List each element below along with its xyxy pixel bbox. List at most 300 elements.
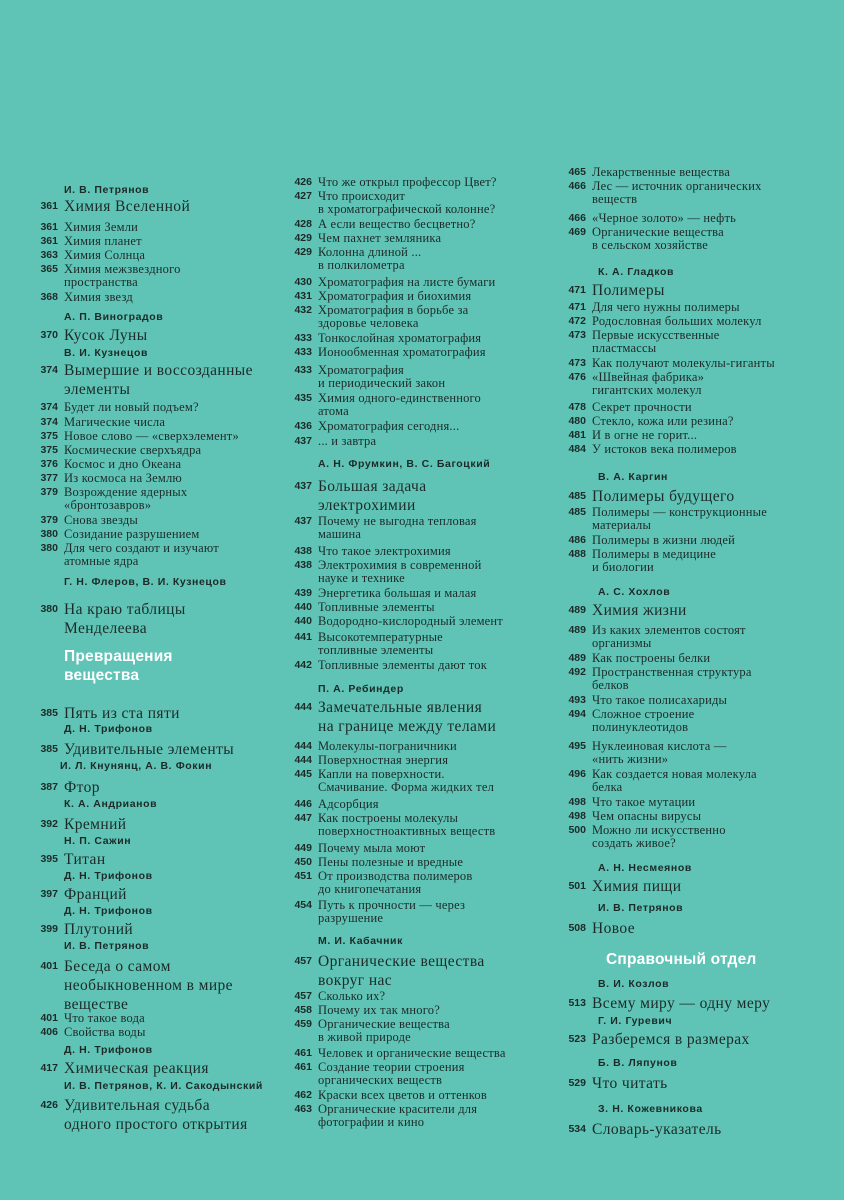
entry-title: Пять из ста пяти xyxy=(64,705,180,722)
toc-subentry xyxy=(558,401,840,414)
toc-subentry xyxy=(284,754,556,767)
entry-title: Стекло, кожа или резина? xyxy=(592,414,734,428)
entry-title: Молекулы-пограничники xyxy=(318,739,457,753)
entry-title: От производства полимеров до книгопечатания xyxy=(318,869,473,896)
entry-title: Полимеры в медицине и биологии xyxy=(592,547,717,574)
entry-title: ... и завтра xyxy=(318,434,377,448)
section-heading: Превращения вещества xyxy=(64,648,173,684)
toc-subentry xyxy=(284,587,556,600)
entry-title: Плутоний xyxy=(64,921,134,938)
toc-article-entry xyxy=(30,957,280,1014)
entry-title: Кремний xyxy=(64,816,127,833)
page-number: 485 xyxy=(568,506,586,518)
entry-title: Органические вещества в сельском хозяйстве xyxy=(592,225,724,252)
page-number: 374 xyxy=(40,401,58,413)
toc-subentry xyxy=(30,514,280,527)
toc-subentry xyxy=(558,824,840,850)
entry-title: Новое слово — «сверхэлемент» xyxy=(64,429,239,443)
page-number: 481 xyxy=(568,429,586,441)
entry-title: Титан xyxy=(64,851,106,868)
page-number: 430 xyxy=(294,276,312,288)
toc-subentry xyxy=(284,899,556,925)
entry-title: Чем опасны вирусы xyxy=(592,809,702,823)
toc-article-entry xyxy=(558,601,840,620)
toc-subentry xyxy=(284,332,556,345)
entry-title: Химия планет xyxy=(64,234,142,248)
page-number: 457 xyxy=(294,955,312,967)
entry-title: Пространственная структура белков xyxy=(592,665,752,692)
page-number: 488 xyxy=(568,548,586,560)
entry-title: Лекарственные вещества xyxy=(592,165,731,179)
toc-article-entry xyxy=(30,1096,280,1134)
toc-subentry xyxy=(284,631,556,657)
entry-title: Космос и дно Океана xyxy=(64,457,182,471)
toc-subentry xyxy=(558,796,840,809)
entry-title: И в огне не горит... xyxy=(592,428,698,442)
toc-subentry xyxy=(558,443,840,456)
toc-article-entry xyxy=(558,281,840,300)
entry-title: А если вещество бесцветно? xyxy=(318,217,476,231)
author-name: А. П. Виноградов xyxy=(64,311,164,323)
author-name: Н. П. Сажин xyxy=(64,835,132,847)
toc-article-entry xyxy=(30,600,280,638)
toc-subentry xyxy=(284,812,556,838)
toc-article-entry xyxy=(30,850,280,869)
page-number: 395 xyxy=(40,853,58,865)
page-number: 461 xyxy=(294,1047,312,1059)
entry-title: Химия межзвездного пространства xyxy=(64,262,181,289)
entry-title: Кусок Луны xyxy=(64,327,148,344)
toc-subentry xyxy=(558,708,840,734)
entry-title: Для чего нужны полимеры xyxy=(592,300,740,314)
page-number: 375 xyxy=(40,444,58,456)
author-name: Д. Н. Трифонов xyxy=(64,723,153,735)
entry-title: Топливные элементы дают ток xyxy=(318,658,487,672)
page-number: 508 xyxy=(568,922,586,934)
page-number: 493 xyxy=(568,694,586,706)
author-name: Д. Н. Трифонов xyxy=(64,870,153,882)
page-number: 459 xyxy=(294,1018,312,1030)
entry-title: Всему миру — одну меру xyxy=(592,995,771,1012)
page-number: 401 xyxy=(40,960,58,972)
toc-subentry xyxy=(284,246,556,272)
entry-title: Колонна длиной ... в полкилометра xyxy=(318,245,422,272)
page-number: 523 xyxy=(568,1033,586,1045)
entry-title: Беседа о самом необыкновенном в мире веществе xyxy=(64,958,233,1013)
entry-title: Почему мыла моют xyxy=(318,841,426,855)
page-number: 446 xyxy=(294,798,312,810)
page-number: 442 xyxy=(294,659,312,671)
page-number: 370 xyxy=(40,329,58,341)
toc-subentry xyxy=(30,458,280,471)
page-number: 439 xyxy=(294,587,312,599)
page-number: 426 xyxy=(294,176,312,188)
toc-subentry xyxy=(558,415,840,428)
entry-title: Хроматография на листе бумаги xyxy=(318,275,496,289)
toc-subentry xyxy=(284,1103,556,1129)
entry-title: Химия Вселенной xyxy=(64,198,191,215)
page-number: 429 xyxy=(294,232,312,244)
toc-article-entry xyxy=(284,477,556,515)
toc-subentry xyxy=(284,990,556,1003)
entry-title: Чем пахнет земляника xyxy=(318,231,442,245)
toc-subentry xyxy=(284,1061,556,1087)
entry-title: Топливные элементы xyxy=(318,600,435,614)
entry-title: Что такое полисахариды xyxy=(592,693,728,707)
page-number: 444 xyxy=(294,740,312,752)
toc-subentry xyxy=(284,435,556,448)
toc-subentry xyxy=(558,548,840,574)
entry-title: Как построены молекулы поверхностноактивных веществ xyxy=(318,811,496,838)
author-name: А. Н. Несмеянов xyxy=(598,862,692,874)
page-number: 438 xyxy=(294,559,312,571)
toc-subentry xyxy=(30,401,280,414)
entry-title: Полимеры xyxy=(592,282,665,299)
page-number: 431 xyxy=(294,290,312,302)
entry-title: Ионообменная хроматография xyxy=(318,345,486,359)
entry-title: Космические сверхъядра xyxy=(64,443,202,457)
page-number: 451 xyxy=(294,870,312,882)
toc-subentry xyxy=(558,357,840,370)
toc-subentry xyxy=(30,444,280,457)
page-number: 387 xyxy=(40,781,58,793)
page-number: 461 xyxy=(294,1061,312,1073)
page-number: 406 xyxy=(40,1026,58,1038)
entry-title: Хроматография в борьбе за здоровье человека xyxy=(318,303,469,330)
entry-title: Химия жизни xyxy=(592,602,687,619)
toc-subentry xyxy=(284,1004,556,1017)
toc-subentry xyxy=(284,420,556,433)
entry-title: Человек и органические вещества xyxy=(318,1046,506,1060)
author-name: В. А. Каргин xyxy=(598,471,668,483)
page-number: 492 xyxy=(568,666,586,678)
entry-title: Химия пищи xyxy=(592,878,682,895)
toc-subentry xyxy=(558,768,840,794)
entry-title: Сложное строение полинуклеотидов xyxy=(592,707,695,734)
page-number: 433 xyxy=(294,332,312,344)
author-name: З. Н. Кожевникова xyxy=(598,1103,703,1115)
page-number: 500 xyxy=(568,824,586,836)
toc-article-entry xyxy=(30,885,280,904)
page-number: 436 xyxy=(294,420,312,432)
author-name: Г. Н. Флеров, В. И. Кузнецов xyxy=(64,576,227,588)
toc-subentry xyxy=(284,190,556,216)
page-number: 392 xyxy=(40,818,58,830)
entry-title: Краски всех цветов и оттенков xyxy=(318,1088,487,1102)
toc-subentry xyxy=(30,416,280,429)
toc-subentry xyxy=(558,534,840,547)
page-number: 385 xyxy=(40,707,58,719)
entry-title: Нуклеиновая кислота — «нить жизни» xyxy=(592,739,727,766)
page-number: 428 xyxy=(294,218,312,230)
toc-subentry xyxy=(30,249,280,262)
entry-title: Из каких элементов состоят организмы xyxy=(592,623,746,650)
author-name: И. В. Петрянов xyxy=(64,940,150,952)
author-name: К. А. Андрианов xyxy=(64,798,158,810)
author-name: И. Л. Кнунянц, А. В. Фокин xyxy=(60,760,213,772)
page-number: 469 xyxy=(568,226,586,238)
entry-title: Высокотемпературные топливные элементы xyxy=(318,630,443,657)
page-number: 375 xyxy=(40,430,58,442)
entry-title: Возрождение ядерных «бронтозавров» xyxy=(64,485,188,512)
entry-title: Химия одного-единственного атома xyxy=(318,391,482,418)
entry-title: Почему их так много? xyxy=(318,1003,440,1017)
page-number: 484 xyxy=(568,443,586,455)
page-number: 377 xyxy=(40,472,58,484)
toc-subentry xyxy=(30,1012,280,1025)
author-name: Г. И. Гуревич xyxy=(598,1015,673,1027)
page-number: 437 xyxy=(294,480,312,492)
toc-subentry xyxy=(558,315,840,328)
page-number: 496 xyxy=(568,768,586,780)
page-number: 432 xyxy=(294,304,312,316)
toc-subentry xyxy=(558,666,840,692)
toc-article-entry xyxy=(558,919,840,938)
page-number: 376 xyxy=(40,458,58,470)
entry-title: Магические числа xyxy=(64,415,166,429)
page-number: 437 xyxy=(294,515,312,527)
entry-title: Большая задача электрохимии xyxy=(318,478,427,514)
entry-title: Химия Земли xyxy=(64,220,139,234)
entry-title: Поверхностная энергия xyxy=(318,753,449,767)
page-number: 426 xyxy=(40,1099,58,1111)
page-number: 458 xyxy=(294,1004,312,1016)
entry-title: Полимеры — конструкционные материалы xyxy=(592,505,767,532)
entry-title: Для чего создают и изучают атомные ядра xyxy=(64,541,219,568)
entry-title: Словарь-указатель xyxy=(592,1121,722,1138)
toc-article-entry xyxy=(30,778,280,797)
page-number: 374 xyxy=(40,364,58,376)
toc-subentry xyxy=(284,615,556,628)
page-number: 433 xyxy=(294,364,312,376)
page-number: 379 xyxy=(40,514,58,526)
page-number: 440 xyxy=(294,601,312,613)
page-number: 534 xyxy=(568,1123,586,1135)
toc-subentry xyxy=(284,856,556,869)
toc-subentry xyxy=(30,472,280,485)
entry-title: У истоков века полимеров xyxy=(592,442,737,456)
toc-subentry xyxy=(284,545,556,558)
entry-title: Секрет прочности xyxy=(592,400,692,414)
toc-article-entry xyxy=(30,1059,280,1078)
entry-title: «Швейная фабрика» гигантских молекул xyxy=(592,370,705,397)
author-name: Д. Н. Трифонов xyxy=(64,1044,153,1056)
page-number: 397 xyxy=(40,888,58,900)
author-name: В. И. Козлов xyxy=(598,978,670,990)
entry-title: Можно ли искусственно создать живое? xyxy=(592,823,726,850)
page-number: 427 xyxy=(294,190,312,202)
toc-subentry xyxy=(284,232,556,245)
page-number: 449 xyxy=(294,842,312,854)
toc-article-entry xyxy=(30,704,280,723)
toc-subentry xyxy=(558,212,840,225)
page-number: 463 xyxy=(294,1103,312,1115)
page-number: 444 xyxy=(294,754,312,766)
page-number: 399 xyxy=(40,923,58,935)
toc-subentry xyxy=(284,768,556,794)
entry-title: Что такое электрохимия xyxy=(318,544,451,558)
page-number: 380 xyxy=(40,603,58,615)
toc-subentry xyxy=(284,276,556,289)
entry-title: Что такое мутации xyxy=(592,795,696,809)
author-name: К. А. Гладков xyxy=(598,266,675,278)
page-number: 368 xyxy=(40,291,58,303)
toc-article-entry xyxy=(558,487,840,506)
toc-subentry xyxy=(558,301,840,314)
toc-subentry xyxy=(284,304,556,330)
entry-title: Как создается новая молекула белка xyxy=(592,767,757,794)
entry-title: Создание теории строения органических веществ xyxy=(318,1060,465,1087)
toc-article-entry xyxy=(558,994,840,1013)
entry-title: Из космоса на Землю xyxy=(64,471,182,485)
entry-title: Как получают молекулы-гиганты xyxy=(592,356,775,370)
entry-title: Что происходит в хроматографической колонне? xyxy=(318,189,496,216)
entry-title: Органические вещества вокруг нас xyxy=(318,953,485,989)
entry-title: Удивительная судьба одного простого открытия xyxy=(64,1097,248,1133)
toc-article-entry xyxy=(30,361,280,399)
entry-title: Замечательные явления на границе между телами xyxy=(318,699,497,735)
entry-title: Родословная больших молекул xyxy=(592,314,762,328)
page-number: 361 xyxy=(40,235,58,247)
page-number: 433 xyxy=(294,346,312,358)
page-number: 478 xyxy=(568,401,586,413)
page-number: 361 xyxy=(40,200,58,212)
page-number: 472 xyxy=(568,315,586,327)
toc-subentry xyxy=(284,740,556,753)
page-number: 501 xyxy=(568,880,586,892)
entry-title: Лес — источник органических веществ xyxy=(592,179,762,206)
toc-subentry xyxy=(30,221,280,234)
page-number: 450 xyxy=(294,856,312,868)
page-number: 489 xyxy=(568,624,586,636)
toc-article-entry xyxy=(30,740,280,759)
toc-subentry xyxy=(284,1089,556,1102)
page-number: 462 xyxy=(294,1089,312,1101)
toc-article-entry xyxy=(558,1074,840,1093)
page-number: 417 xyxy=(40,1062,58,1074)
entry-title: Что читать xyxy=(592,1075,668,1092)
author-name: А. Н. Фрумкин, В. С. Багоцкий xyxy=(318,458,491,470)
toc-subentry xyxy=(558,506,840,532)
entry-title: На краю таблицы Менделеева xyxy=(64,601,186,637)
entry-title: Энергетика большая и малая xyxy=(318,586,477,600)
toc-subentry xyxy=(558,180,840,206)
toc-subentry xyxy=(558,166,840,179)
page-number: 444 xyxy=(294,701,312,713)
toc-subentry xyxy=(30,486,280,512)
toc-article-entry xyxy=(30,326,280,345)
page-number: 473 xyxy=(568,329,586,341)
toc-subentry xyxy=(558,329,840,355)
page-number: 494 xyxy=(568,708,586,720)
toc-subentry xyxy=(558,810,840,823)
toc-subentry xyxy=(284,842,556,855)
entry-title: Новое xyxy=(592,920,635,937)
toc-article-entry xyxy=(558,1030,840,1049)
toc-subentry xyxy=(30,528,280,541)
page-number: 465 xyxy=(568,166,586,178)
toc-article-entry xyxy=(30,920,280,939)
entry-title: Свойства воды xyxy=(64,1025,146,1039)
toc-subentry xyxy=(284,392,556,418)
toc-subentry xyxy=(30,1026,280,1039)
toc-subentry xyxy=(284,559,556,585)
page-number: 437 xyxy=(294,435,312,447)
toc-article-entry xyxy=(30,815,280,834)
entry-title: Франций xyxy=(64,886,127,903)
page-number: 466 xyxy=(568,212,586,224)
entry-title: Первые искусственные пластмассы xyxy=(592,328,720,355)
page-number: 380 xyxy=(40,528,58,540)
entry-title: Адсорбция xyxy=(318,797,379,811)
entry-title: Химия Солнца xyxy=(64,248,146,262)
page-number: 529 xyxy=(568,1077,586,1089)
page-number: 441 xyxy=(294,631,312,643)
toc-subentry xyxy=(284,364,556,390)
page-number: 438 xyxy=(294,545,312,557)
toc-subentry xyxy=(284,218,556,231)
entry-title: Химия звезд xyxy=(64,290,133,304)
page-number: 435 xyxy=(294,392,312,404)
entry-title: Хроматография и периодический закон xyxy=(318,363,446,390)
entry-title: Созидание разрушением xyxy=(64,527,200,541)
author-name: П. А. Ребиндер xyxy=(318,683,404,695)
page-number: 495 xyxy=(568,740,586,752)
toc-subentry xyxy=(30,235,280,248)
page-number: 429 xyxy=(294,246,312,258)
author-name: И. В. Петрянов xyxy=(64,184,150,196)
page-number: 379 xyxy=(40,486,58,498)
entry-title: Как построены белки xyxy=(592,651,711,665)
page-number: 454 xyxy=(294,899,312,911)
page-number: 476 xyxy=(568,371,586,383)
entry-title: Пены полезные и вредные xyxy=(318,855,464,869)
page-number: 485 xyxy=(568,490,586,502)
page-number: 457 xyxy=(294,990,312,1002)
author-name: А. С. Хохлов xyxy=(598,586,671,598)
page-number: 365 xyxy=(40,263,58,275)
entry-title: Что же открыл профессор Цвет? xyxy=(318,175,497,189)
entry-title: Хроматография и биохимия xyxy=(318,289,472,303)
toc-subentry xyxy=(30,430,280,443)
page-number: 445 xyxy=(294,768,312,780)
toc-subentry xyxy=(558,624,840,650)
section-heading: Справочный отдел xyxy=(606,951,757,968)
page-number: 489 xyxy=(568,604,586,616)
toc-subentry xyxy=(558,226,840,252)
entry-title: Снова звезды xyxy=(64,513,139,527)
page-number: 471 xyxy=(568,284,586,296)
author-name: И. В. Петрянов, К. И. Сакодынский xyxy=(64,1080,263,1092)
author-name: Б. В. Ляпунов xyxy=(598,1057,678,1069)
entry-title: Почему не выгодна тепловая машина xyxy=(318,514,477,541)
toc-subentry xyxy=(284,290,556,303)
entry-title: Химическая реакция xyxy=(64,1060,209,1077)
toc-subentry xyxy=(558,429,840,442)
toc-subentry xyxy=(284,870,556,896)
toc-subentry xyxy=(284,176,556,189)
entry-title: Что такое вода xyxy=(64,1011,145,1025)
entry-title: Органические красители для фотографии и кино xyxy=(318,1102,478,1129)
toc-article-entry xyxy=(284,698,556,736)
toc-subentry xyxy=(284,659,556,672)
toc-article-entry xyxy=(30,197,280,216)
page-number: 498 xyxy=(568,810,586,822)
entry-title: Органические вещества в живой природе xyxy=(318,1017,450,1044)
page-number: 473 xyxy=(568,357,586,369)
page-number: 480 xyxy=(568,415,586,427)
entry-title: «Черное золото» — нефть xyxy=(592,211,737,225)
